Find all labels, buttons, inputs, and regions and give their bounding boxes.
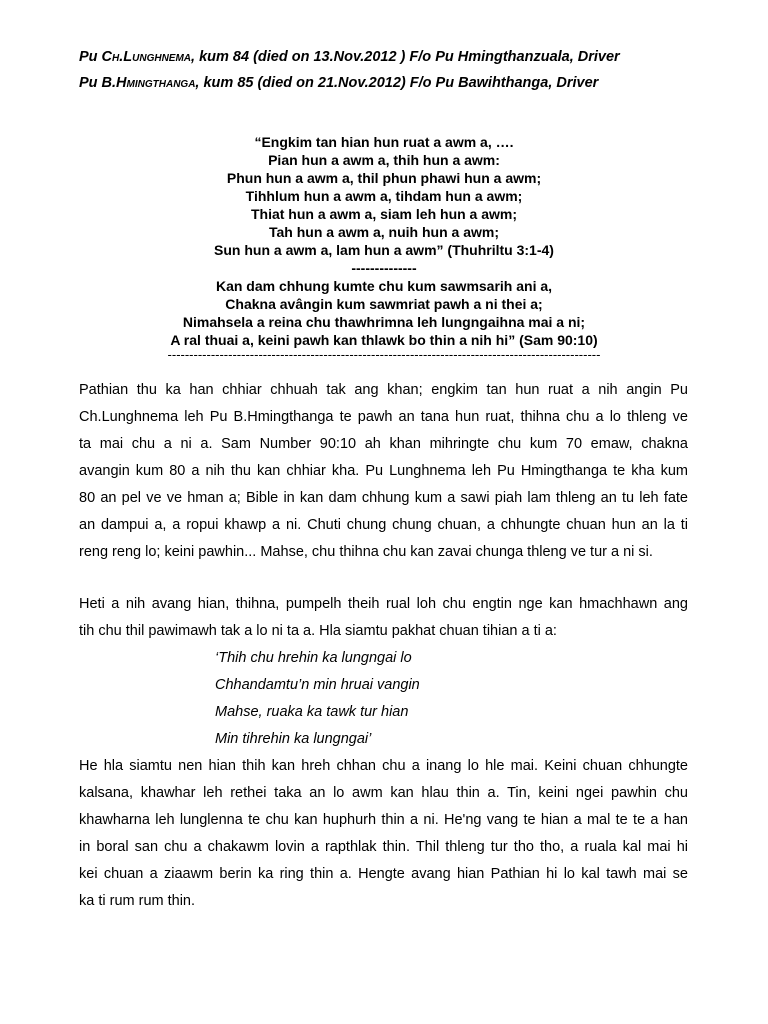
paragraph-line: Pathian thu ka han chhiar chhuah tak ang khan; engkim tan hun ruat a nih angin Pu <box>79 382 688 398</box>
verse-line: Thiat hun a awm a, siam leh hun a awm; <box>250 206 518 222</box>
verse-line: Tah hun a awm a, nuih hun a awm; <box>269 224 499 240</box>
paragraph-line: avangin kum 80 a nih thu kan chhiar kha. Pu Lunghnema leh Pu Hmingthanga te kha kum <box>79 463 688 479</box>
header-details: , kum 85 (died on 21.Nov.2012) F/o Pu Bawihthanga, Driver <box>195 75 599 91</box>
paragraph-line: Heti a nih avang hian, thihna, pumpelh theih rual loh chu engtin nge kan hmachhawn ang <box>79 596 688 612</box>
header-line-hmingthanga <box>79 70 699 96</box>
verse-line: “Engkim tan hian hun ruat a awm a, …. <box>254 134 514 150</box>
hymn-line: Chhandamtu’n min hruai vangin <box>215 677 420 693</box>
scripture-quote <box>0 133 768 349</box>
paragraph-1 <box>79 377 688 566</box>
verse-separator: -------------- <box>351 260 417 276</box>
paragraph-line: ka ti rum rum thin. <box>79 893 196 909</box>
header-line-lunghnema <box>79 44 699 70</box>
paragraph-line: khawharna leh lunglenna te chu kan huphurh thin a ni. He'ng vang te hian a mal te te a han <box>79 812 688 828</box>
paragraph-line: 80 an pel ve ve hman a; Bible in kan dam chhung kum a sawi piah lam thleng an tu leh fate <box>79 490 688 506</box>
verse-line: Kan dam chhung kumte chu kum sawmsarih ani a, <box>215 278 553 294</box>
verse-line: Nimahsela a reina chu thawhrimna leh lungngaihna mai a ni; <box>182 314 586 330</box>
paragraph-line: kei chuan a ziaawm berin ka ring thin a. Hengte avang hian Pathian hi lo kal tawh mai se <box>79 866 688 882</box>
hymn-line: Min tihrehin ka lungngai’ <box>215 731 372 747</box>
verse-line: A ral thuai a, keini pawh kan thlawk bo thin a nih hi” (Sam 90:10) <box>170 332 598 348</box>
paragraph-line: tih chu thil pawimawh tak a lo ni ta a. Hla siamtu pakhat chuan tihian a ti a: <box>79 623 557 639</box>
header-name: h.Lunghnema <box>112 49 192 65</box>
header-prefix: Pu B.H <box>79 75 127 91</box>
paragraph-line: kalsana, khawhar leh rethei taka an lo awm kan hlau thin a. Tin, keini ngei pawhin chu <box>79 785 688 801</box>
verse-line: Tihhlum hun a awm a, tihdam hun a awm; <box>245 188 523 204</box>
hymn-line: Mahse, ruaka ka tawk tur hian <box>215 704 409 720</box>
paragraph-line: an dampui a, a ropui khawp a ni. Chuti chung chung chuan, a chhungte chuan hun an la ti <box>79 517 688 533</box>
paragraph-line: reng reng lo; keini pawhin... Mahse, chu thihna chu kan zavai chunga thleng ve tur a ni si. <box>79 544 653 560</box>
verse-line: Chakna avângin kum sawmriat pawh a ni thei a; <box>225 296 543 312</box>
dashed-divider: ---------------------------------------------------------------------------------------------------- <box>167 347 601 362</box>
hymn-line: ‘Thih chu hrehin ka lungngai lo <box>215 650 412 666</box>
verse-line: Pian hun a awm a, thih hun a awm: <box>268 152 500 168</box>
obituary-header <box>79 44 699 96</box>
verse-line: Sun hun a awm a, lam hun a awm” (Thuhriltu 3:1-4) <box>214 242 554 258</box>
paragraph-line: Ch.Lunghnema leh Pu B.Hmingthanga te pawh an tana hun ruat, thihna chu a lo thleng ve <box>79 409 688 425</box>
verse-line: Phun hun a awm a, thil phun phawi hun a awm; <box>226 170 542 186</box>
hymn-quote <box>215 645 420 753</box>
paragraph-line: He hla siamtu nen hian thih kan hreh chhan chu a inang lo hle mai. Keini chuan chhungte <box>79 758 688 774</box>
header-name: mingthanga <box>126 75 196 91</box>
paragraph-2 <box>79 591 688 645</box>
paragraph-line: ta mai chu a ni a. Sam Number 90:10 ah khan mihringte chu kum 70 emaw, chakna <box>79 436 688 452</box>
paragraph-3 <box>79 753 688 915</box>
paragraph-line: in boral san chu a chakawm lovin a rapthlak thin. Thil thleng tur tho tho, a ruala kal mai hi <box>79 839 688 855</box>
header-prefix: Pu C <box>79 49 113 65</box>
header-details: , kum 84 (died on 13.Nov.2012 ) F/o Pu Hmingthanzuala, Driver <box>191 49 620 65</box>
